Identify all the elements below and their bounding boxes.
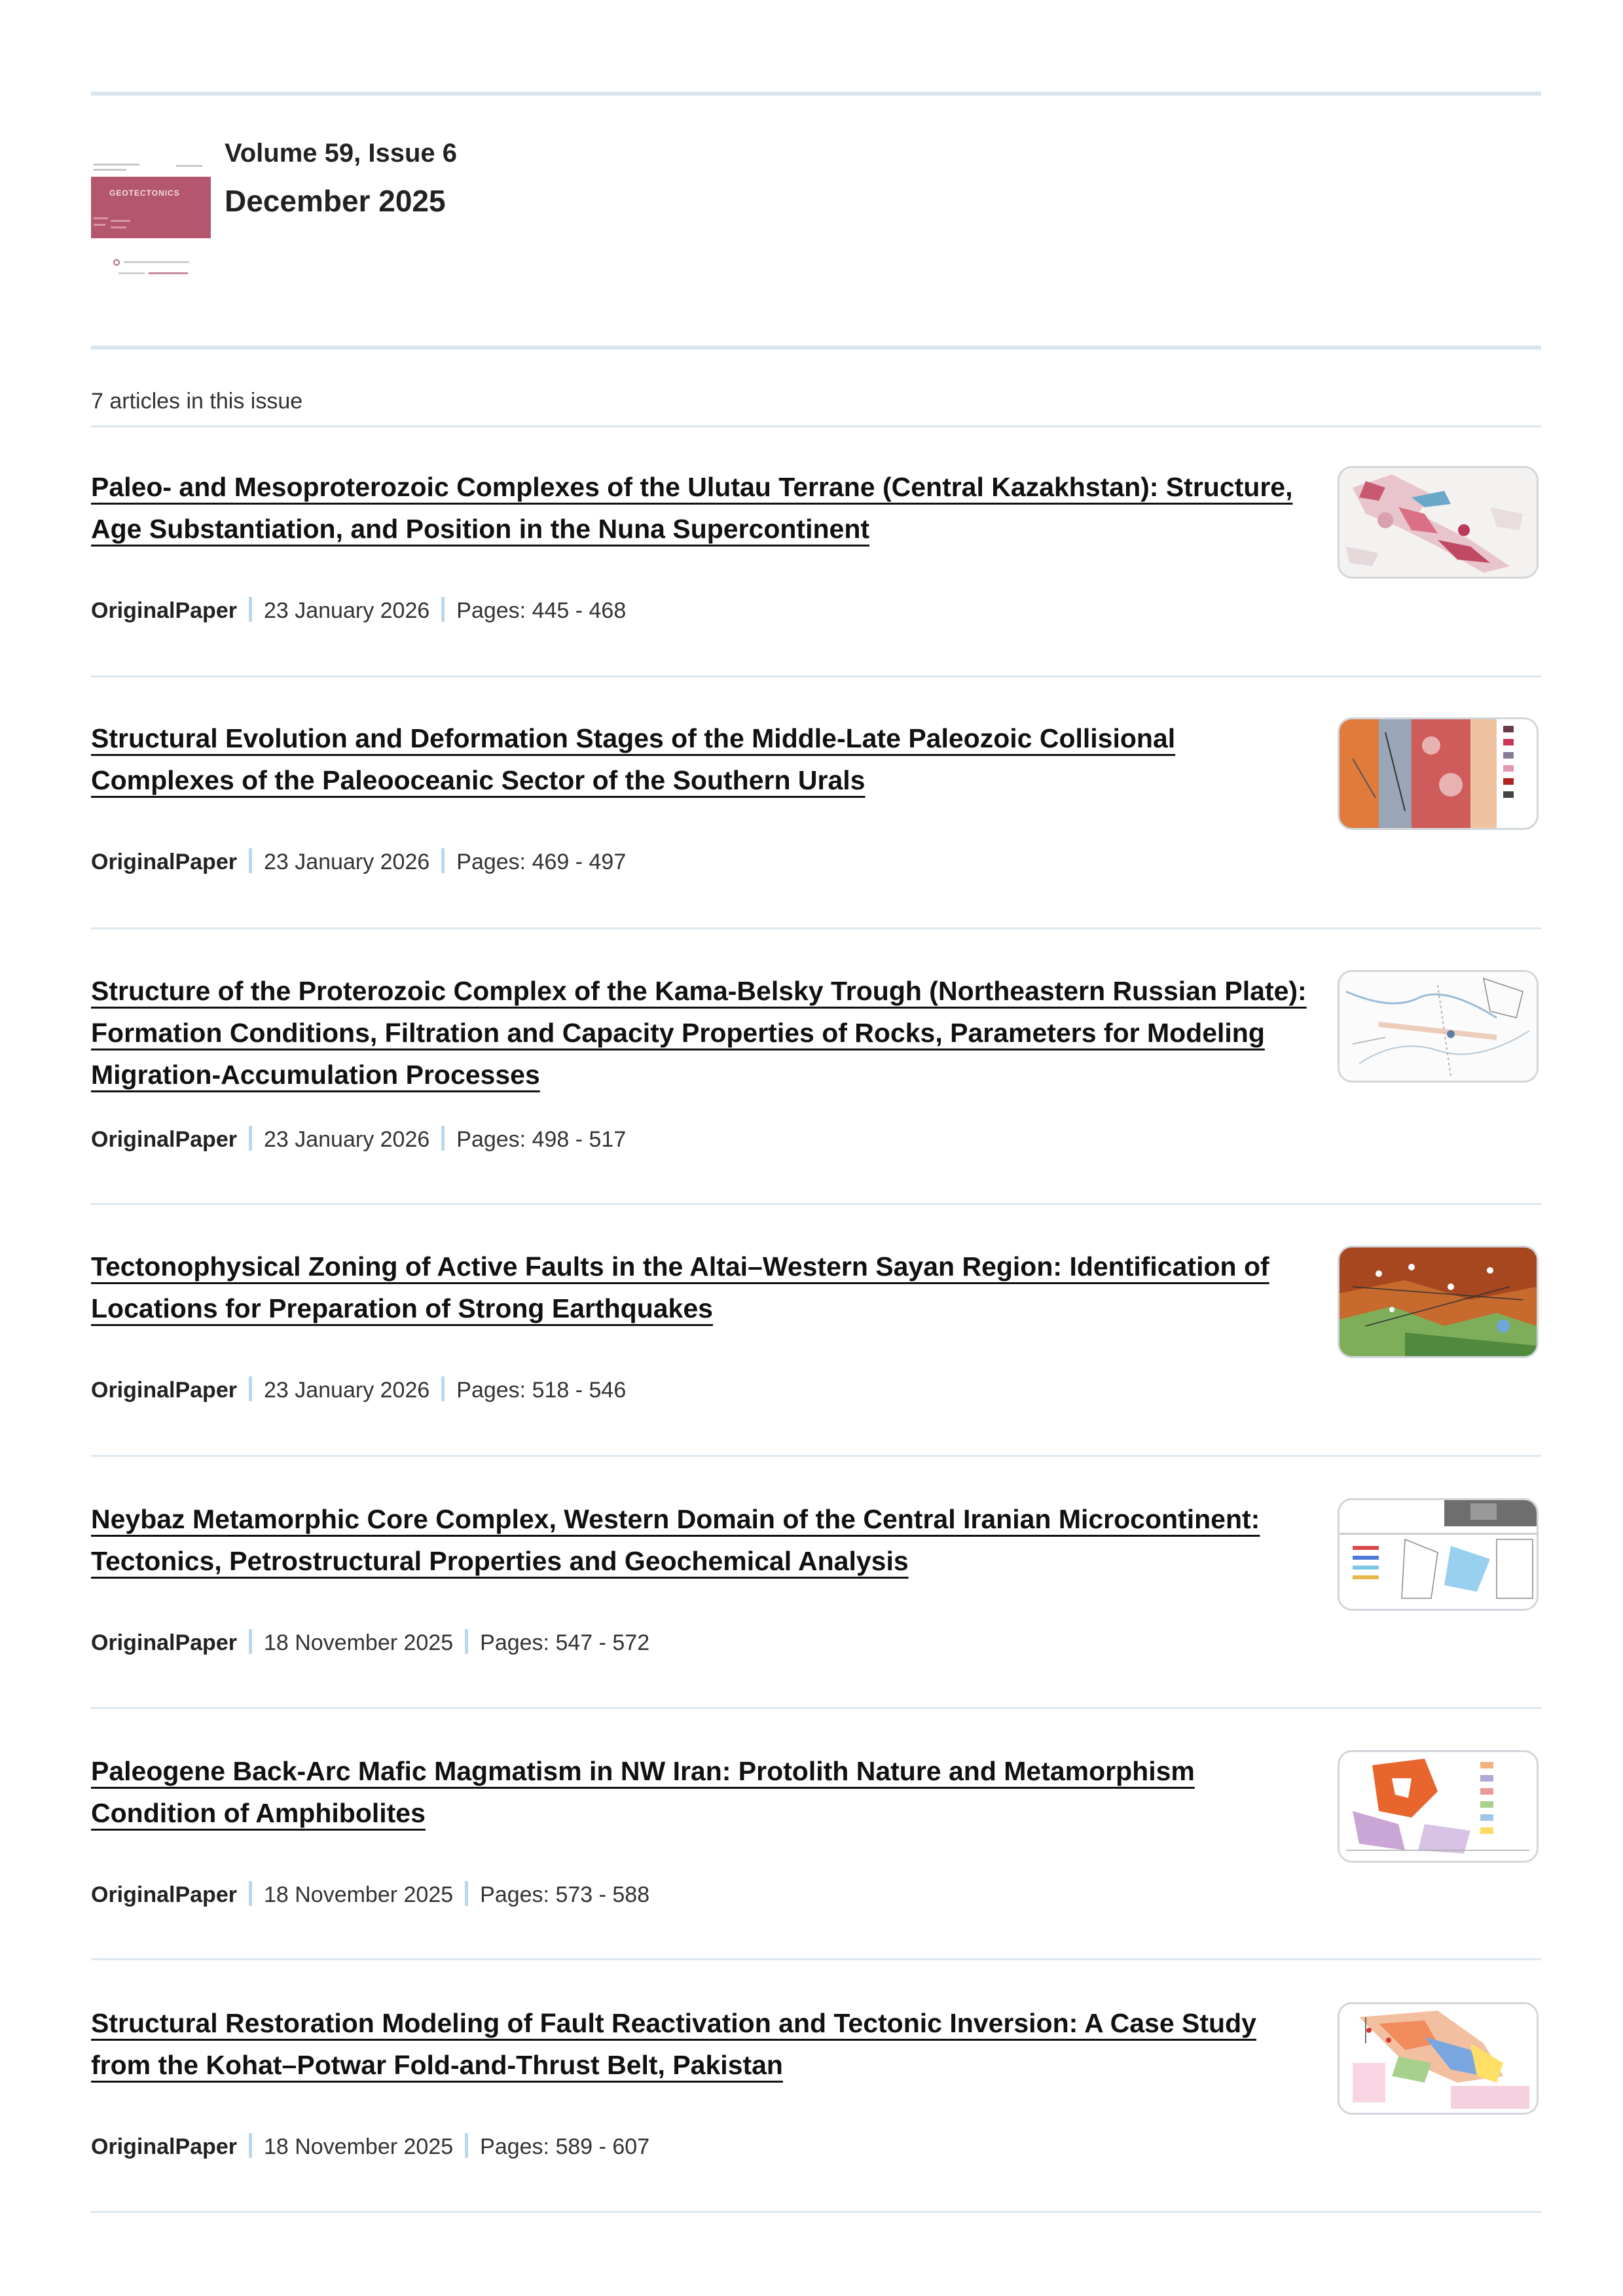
- page-range: Pages: 589 - 607: [480, 2134, 650, 2159]
- article-divider: [91, 1455, 1541, 1457]
- article-meta: [91, 850, 626, 876]
- page-range: Pages: 518 - 546: [456, 1378, 627, 1403]
- article-meta: [91, 1882, 649, 1909]
- article-divider: [91, 927, 1541, 929]
- map-thumbnail[interactable]: [1338, 1498, 1539, 1611]
- article-divider: [91, 2211, 1541, 2213]
- meta-separator: [441, 1376, 445, 1401]
- content-type: OriginalPaper: [91, 1127, 237, 1152]
- journal-cover-image[interactable]: [91, 160, 211, 291]
- article-title-link[interactable]: Paleogene Back-Arc Mafic Magmatism in NW Iran: Protolith Nature and Metamorphism Condition of Amphibolites: [91, 1756, 1195, 1828]
- article-meta: [91, 1127, 626, 1153]
- article-title-link[interactable]: Neybaz Metamorphic Core Complex, Western Domain of the Central Iranian Microcontinent: Tectonics, Petrostructural Properties and Geochemical Analysis: [91, 1504, 1260, 1576]
- content-type: OriginalPaper: [91, 1630, 237, 1655]
- meta-separator: [441, 597, 445, 622]
- article-title-link[interactable]: Structural Restoration Modeling of Fault Reactivation and Tectonic Inversion: A Case Study from the Kohat–Potwar Fold-and-Thrust Belt, Pakistan: [91, 2008, 1256, 2080]
- meta-separator: [249, 848, 252, 873]
- article-divider: [91, 1707, 1541, 1709]
- article-title-link[interactable]: Structural Evolution and Deformation Stages of the Middle-Late Paleozoic Collisional Complexes of the Paleooceanic Sector of the Southern Urals: [91, 723, 1176, 795]
- page-range: Pages: 498 - 517: [456, 1127, 627, 1152]
- relief-map-thumbnail[interactable]: [1338, 1246, 1539, 1358]
- content-type: OriginalPaper: [91, 850, 237, 874]
- meta-separator: [249, 1881, 252, 1906]
- meta-separator: [441, 1126, 445, 1151]
- meta-separator: [249, 1126, 252, 1151]
- page-range: Pages: 573 - 588: [480, 1882, 650, 1907]
- geologic-map-thumbnail[interactable]: [1338, 717, 1539, 830]
- content-type: OriginalPaper: [91, 1378, 237, 1403]
- issue-date: December 2025: [225, 184, 446, 218]
- volume-issue: Volume 59, Issue 6: [225, 139, 457, 168]
- top-divider: [91, 92, 1541, 96]
- article-meta: [91, 2134, 649, 2161]
- page-range: Pages: 547 - 572: [480, 1630, 650, 1655]
- content-type: OriginalPaper: [91, 1882, 237, 1907]
- page-range: Pages: 469 - 497: [456, 850, 627, 874]
- geologic-map-thumbnail[interactable]: [1338, 466, 1539, 579]
- map-thumbnail[interactable]: [1338, 970, 1539, 1083]
- content-type: OriginalPaper: [91, 598, 237, 623]
- meta-separator: [249, 597, 252, 622]
- issue-header: [91, 131, 1541, 295]
- article-divider: [91, 1203, 1541, 1205]
- header-divider: [91, 346, 1541, 350]
- published-date: 18 November 2025: [263, 2134, 454, 2159]
- cover-title: GEOTECTONICS: [109, 188, 180, 198]
- published-date: 23 January 2026: [263, 850, 430, 874]
- article-title-link[interactable]: Tectonophysical Zoning of Active Faults in the Altai–Western Sayan Region: Identification of Locations for Preparation of Strong Earthquakes: [91, 1251, 1269, 1323]
- geologic-map-thumbnail[interactable]: [1338, 1750, 1539, 1863]
- article-title-link[interactable]: Structure of the Proterozoic Complex of the Kama-Belsky Trough (Northeastern Russian Plate): Formation Conditions, Filtration and Capacity Properties of Rocks, Parameters for Modeling Migration-Accumulation Processes: [91, 976, 1307, 1090]
- article-meta: [91, 1378, 626, 1404]
- count-divider: [91, 425, 1541, 427]
- published-date: 18 November 2025: [263, 1630, 454, 1655]
- meta-separator: [249, 2133, 252, 2158]
- published-date: 23 January 2026: [263, 598, 430, 623]
- article-meta: [91, 598, 626, 624]
- article-divider: [91, 1958, 1541, 1960]
- publisher-logo: [113, 259, 192, 267]
- meta-separator: [465, 1881, 468, 1906]
- article-divider: [91, 675, 1541, 677]
- meta-separator: [465, 1629, 468, 1654]
- published-date: 23 January 2026: [263, 1378, 430, 1403]
- meta-separator: [249, 1629, 252, 1654]
- page-range: Pages: 445 - 468: [456, 598, 627, 623]
- meta-separator: [249, 1376, 252, 1401]
- article-title-link[interactable]: Paleo- and Mesoproterozoic Complexes of the Ulutau Terrane (Central Kazakhstan): Structure, Age Substantiation, and Position in the Nuna Supercontinent: [91, 472, 1293, 544]
- published-date: 18 November 2025: [263, 1882, 454, 1907]
- geologic-map-thumbnail[interactable]: [1338, 2002, 1539, 2115]
- article-count: 7 articles in this issue: [91, 389, 303, 414]
- meta-separator: [441, 848, 445, 873]
- article-meta: [91, 1630, 649, 1657]
- meta-separator: [465, 2133, 468, 2158]
- published-date: 23 January 2026: [263, 1127, 430, 1152]
- content-type: OriginalPaper: [91, 2134, 237, 2159]
- issue-page: [91, 0, 1541, 2296]
